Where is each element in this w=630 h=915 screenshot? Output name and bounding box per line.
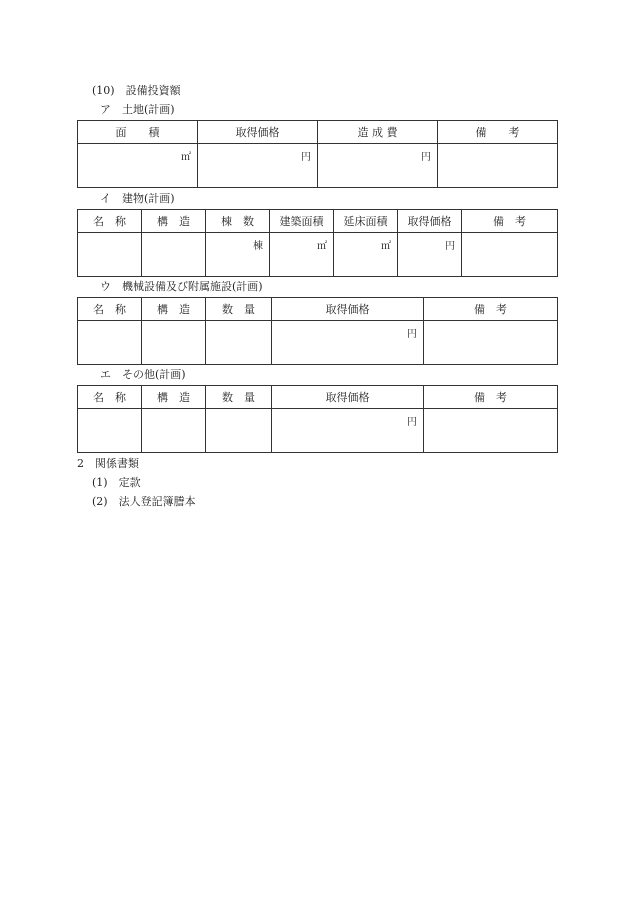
other-title: エ その他(計画) (100, 368, 186, 381)
document-item-articles: (1) 定款 (92, 476, 141, 489)
machinery-cell-structure (142, 321, 206, 365)
other-cell-structure (142, 409, 206, 453)
building-cell-name (78, 233, 142, 277)
machinery-header-name: 名 称 (78, 298, 142, 321)
other-header-remarks: 備 考 (424, 386, 558, 409)
section2-title: 2 関係書類 (77, 457, 139, 470)
building-cell-structure (142, 233, 206, 277)
building-cell-count (206, 233, 270, 277)
building-data-row (78, 233, 558, 277)
machinery-table (77, 297, 558, 365)
land-data-row (78, 144, 558, 188)
machinery-cell-remarks (424, 321, 558, 365)
land-header-area: 面 積 (78, 121, 198, 144)
building-header-price: 取得価格 (398, 210, 462, 233)
unit-yen: 円 (407, 329, 417, 340)
other-cell-quantity (206, 409, 272, 453)
land-cell-area (78, 144, 198, 188)
document-item-registry: (2) 法人登記簿謄本 (92, 495, 196, 508)
building-header-structure: 構 造 (142, 210, 206, 233)
building-header-name: 名 称 (78, 210, 142, 233)
other-header-quantity: 数 量 (206, 386, 272, 409)
machinery-cell-price (272, 321, 424, 365)
machinery-header-quantity: 数 量 (206, 298, 272, 321)
machinery-header-remarks: 備 考 (424, 298, 558, 321)
building-cell-remarks (462, 233, 558, 277)
land-cell-development (318, 144, 438, 188)
unit-yen: 円 (407, 417, 417, 428)
machinery-data-row (78, 321, 558, 365)
building-cell-floor-area (334, 233, 398, 277)
building-header-count: 棟 数 (206, 210, 270, 233)
unit-yen: 円 (421, 152, 431, 163)
machinery-header-structure: 構 造 (142, 298, 206, 321)
land-header-development: 造 成 費 (318, 121, 438, 144)
building-cell-price (398, 233, 462, 277)
machinery-title: ウ 機械設備及び附属施設(計画) (100, 280, 263, 293)
other-header-price: 取得価格 (272, 386, 424, 409)
machinery-cell-quantity (206, 321, 272, 365)
building-header-floor-area: 延床面積 (334, 210, 398, 233)
land-header-remarks: 備 考 (438, 121, 558, 144)
other-cell-remarks (424, 409, 558, 453)
land-header-price: 取得価格 (198, 121, 318, 144)
unit-sqm: ㎡ (381, 241, 391, 252)
building-header-building-area: 建築面積 (270, 210, 334, 233)
land-header-row (78, 121, 558, 144)
other-cell-price (272, 409, 424, 453)
unit-sqm: ㎡ (317, 241, 327, 252)
other-cell-name (78, 409, 142, 453)
unit-building: 棟 (253, 241, 263, 252)
machinery-header-price: 取得価格 (272, 298, 424, 321)
unit-yen: 円 (301, 152, 311, 163)
other-table (77, 385, 558, 453)
land-table (77, 120, 558, 188)
building-cell-building-area (270, 233, 334, 277)
machinery-cell-name (78, 321, 142, 365)
other-header-structure: 構 造 (142, 386, 206, 409)
land-title: ア 土地(計画) (100, 103, 175, 116)
land-cell-remarks (438, 144, 558, 188)
other-data-row (78, 409, 558, 453)
unit-yen: 円 (445, 241, 455, 252)
section-heading: (10) 設備投資額 (92, 84, 181, 97)
other-header-row (78, 386, 558, 409)
building-header-row (78, 210, 558, 233)
machinery-header-row (78, 298, 558, 321)
other-header-name: 名 称 (78, 386, 142, 409)
building-header-remarks: 備 考 (462, 210, 558, 233)
land-cell-price (198, 144, 318, 188)
building-title: イ 建物(計画) (100, 192, 175, 205)
unit-sqm: ㎡ (181, 152, 191, 163)
building-table (77, 209, 558, 277)
